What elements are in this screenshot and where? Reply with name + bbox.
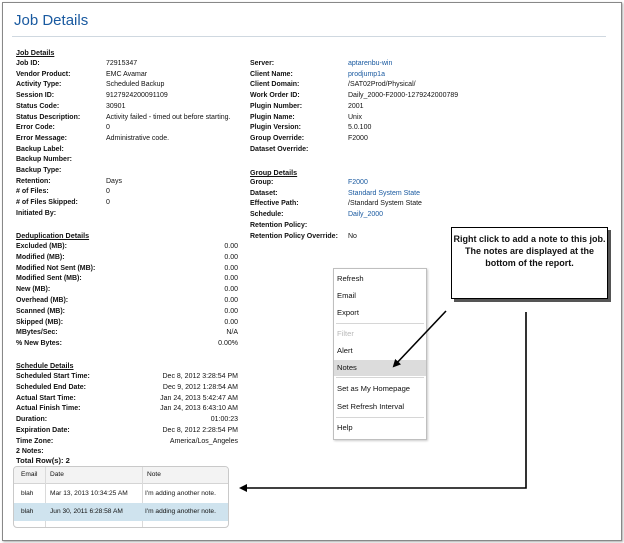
detail-label: Modified Not Sent (MB): (16, 264, 96, 272)
detail-value: 0 (106, 124, 110, 132)
menu-item-notes[interactable]: Notes (334, 360, 426, 376)
detail-label: Expiration Date: (16, 427, 70, 434)
detail-value: Jan 24, 2013 5:42:47 AM (160, 394, 238, 402)
detail-label: Activity Type: (16, 81, 62, 89)
detail-label: Client Domain: (250, 81, 300, 89)
group-details-heading: Group Details (250, 168, 298, 177)
column-header-email[interactable]: Email (21, 471, 38, 478)
detail-label: Error Code: (16, 124, 55, 132)
detail-value: 0.00 (224, 243, 238, 250)
detail-label: Dataset Override: (250, 145, 309, 153)
menu-item-filter: Filter (337, 329, 354, 338)
detail-value[interactable]: Standard System State (348, 189, 420, 197)
detail-label: Overhead (MB): (16, 297, 69, 304)
detail-label: Duration: (16, 416, 48, 424)
detail-value[interactable]: aptarenbu-win (348, 60, 393, 67)
total-rows: Total Row(s): 2 (16, 456, 70, 465)
detail-label: Time Zone: (16, 437, 54, 445)
detail-label: # of Files: (16, 188, 49, 196)
page-title: Job Details (14, 12, 89, 29)
detail-label: Backup Type: (16, 167, 62, 174)
detail-value[interactable]: Daily_2000 (348, 211, 384, 219)
detail-label: New (MB): (16, 286, 51, 294)
detail-label: Group Override: (250, 134, 305, 142)
detail-value: 0.00 (224, 286, 238, 294)
detail-value: 0.00 (224, 264, 238, 272)
column-header-note[interactable]: Note (147, 471, 161, 478)
detail-value: 0 (106, 199, 110, 207)
detail-value: Activity failed - timed out before starting. (106, 113, 231, 121)
detail-value: 0.00 (224, 307, 238, 315)
detail-label: MBytes/Sec: (16, 329, 58, 337)
detail-label: Actual Start Time: (16, 394, 76, 402)
detail-value: 72915347 (106, 60, 138, 67)
detail-label: # of Files Skipped: (16, 199, 78, 207)
detail-label: Error Message: (16, 134, 67, 142)
detail-value: /SAT02Prod/Physical/ (348, 81, 416, 89)
arrow-to-notes-icon (394, 311, 446, 366)
detail-label: Job ID: (16, 60, 40, 67)
detail-label: Backup Number: (16, 156, 73, 164)
detail-label: Retention: (16, 177, 51, 185)
detail-value: Scheduled Backup (106, 81, 165, 89)
detail-value: N/A (226, 329, 238, 337)
detail-value: Unix (348, 113, 363, 121)
detail-label: Dataset: (250, 189, 278, 197)
detail-label: Group: (250, 179, 274, 186)
detail-value: 0.00 (224, 318, 238, 326)
detail-label: Session ID: (16, 92, 55, 100)
detail-value: 01:00:23 (210, 416, 238, 424)
detail-value: No (348, 232, 357, 240)
detail-value: F2000 (348, 134, 368, 142)
menu-item-help[interactable]: Help (337, 423, 353, 432)
detail-label: Scheduled Start Time: (16, 373, 90, 380)
detail-value: 9127924200091109 (106, 92, 168, 100)
detail-value: Dec 8, 2012 2:28:54 PM (162, 427, 238, 434)
note-text: I'm adding another note. (145, 508, 216, 515)
detail-value: 0.00 (224, 253, 238, 261)
detail-value: America/Los_Angeles (169, 437, 238, 445)
detail-label: Server: (250, 60, 275, 67)
detail-value[interactable]: F2000 (348, 179, 368, 186)
detail-label: Plugin Version: (250, 124, 301, 132)
detail-value: Dec 8, 2012 3:28:54 PM (162, 373, 238, 380)
detail-value: 30901 (106, 102, 126, 110)
detail-label: Plugin Name: (250, 113, 295, 121)
detail-value: Administrative code. (106, 134, 170, 142)
note-date: Mar 13, 2013 10:34:25 AM (50, 490, 128, 497)
detail-label: % New Bytes: (16, 340, 62, 348)
detail-label: Actual Finish Time: (16, 405, 81, 413)
detail-value: 5.0.100 (348, 124, 372, 132)
detail-label: Modified Sent (MB): (16, 275, 82, 283)
detail-value: 0 (106, 188, 110, 196)
detail-label: Excluded (MB): (16, 243, 67, 250)
detail-label: Work Order ID: (250, 92, 300, 100)
detail-value: Dec 9, 2012 1:28:54 AM (162, 383, 238, 391)
detail-label: Scanned (MB): (16, 307, 65, 315)
detail-value: 2001 (348, 102, 364, 110)
detail-label: Modified (MB): (16, 253, 65, 261)
detail-label: Skipped (MB): (16, 318, 64, 326)
note-date: Jun 30, 2011 6:28:58 AM (50, 508, 123, 515)
job-details-heading: Job Details (16, 48, 55, 57)
menu-item-refresh[interactable]: Refresh (337, 274, 364, 283)
detail-value: 0.00 (224, 275, 238, 283)
detail-value: Days (106, 177, 122, 185)
detail-value: Jan 24, 2013 6:43:10 AM (160, 405, 238, 413)
menu-item-alert[interactable]: Alert (337, 346, 353, 355)
notes-count: 2 Notes: (16, 448, 44, 455)
detail-label: Status Code: (16, 102, 60, 110)
detail-value: 0.00% (218, 340, 238, 348)
detail-label: Scheduled End Date: (16, 383, 87, 391)
arrow-to-table-icon (241, 312, 526, 488)
menu-item-set-refresh-interval[interactable]: Set Refresh Interval (337, 402, 405, 411)
callout-box: Right click to add a note to this job. The notes are displayed at the bottom of the report. (451, 227, 608, 299)
note-email: blah (21, 508, 34, 515)
detail-label: Client Name: (250, 70, 293, 78)
detail-value: EMC Avamar (106, 70, 148, 78)
dedup-details-heading: Deduplication Details (16, 231, 90, 240)
menu-item-export[interactable]: Export (337, 308, 359, 317)
menu-item-set-homepage[interactable]: Set as My Homepage (337, 384, 411, 393)
detail-label: Retention Policy: (250, 221, 308, 229)
detail-value[interactable]: prodjump1a (348, 70, 385, 78)
note-email: blah (21, 490, 34, 497)
detail-label: Retention Policy Override: (250, 232, 338, 240)
detail-label: Backup Label: (16, 145, 64, 153)
detail-label: Plugin Number: (250, 102, 303, 110)
detail-value: 0.00 (224, 297, 238, 304)
detail-label: Effective Path: (250, 200, 299, 208)
detail-label: Schedule: (250, 211, 284, 219)
detail-label: Vendor Product: (16, 70, 71, 78)
menu-item-email[interactable]: Email (337, 291, 356, 300)
detail-value: Daily_2000-F2000-1279242000789 (348, 92, 459, 100)
detail-value: /Standard System State (348, 200, 422, 208)
column-header-date[interactable]: Date (50, 471, 64, 478)
detail-label: Initiated By: (16, 209, 57, 217)
note-text: I'm adding another note. (145, 490, 216, 497)
detail-label: Status Description: (16, 113, 81, 121)
schedule-details-heading: Schedule Details (16, 361, 74, 370)
